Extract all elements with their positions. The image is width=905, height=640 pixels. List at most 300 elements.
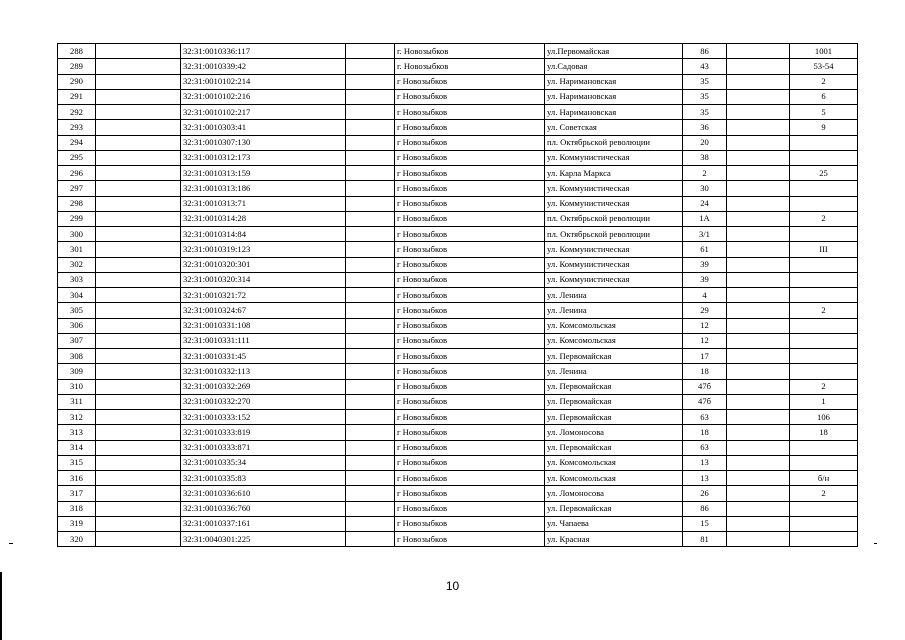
cell-empty [727, 288, 790, 303]
cell-row-number: 290 [58, 74, 96, 89]
cell-empty [727, 166, 790, 181]
cell-row-number: 302 [58, 257, 96, 272]
cell-street: ул. Ломоносова [545, 486, 683, 501]
cell-empty [727, 272, 790, 287]
cell-row-number: 289 [58, 59, 96, 74]
cell-street: ул. Коммунистическая [545, 272, 683, 287]
cell-street: ул. Красная [545, 532, 683, 547]
table-row [58, 135, 858, 150]
cell-empty [96, 349, 181, 364]
cell-city: г Новозыбков [395, 105, 545, 120]
cell-empty [727, 471, 790, 486]
cell-house-number: 20 [683, 135, 727, 150]
cell-empty [727, 242, 790, 257]
cell-empty [96, 440, 181, 455]
cell-street: пл. Октябрьской революции [545, 135, 683, 150]
cell-house-number: 43 [683, 59, 727, 74]
cell-empty [727, 120, 790, 135]
cell-row-number: 316 [58, 471, 96, 486]
cell-city: г Новозыбков [395, 333, 545, 348]
cell-apartment: 53-54 [790, 59, 858, 74]
cell-city: г Новозыбков [395, 425, 545, 440]
cell-empty [96, 288, 181, 303]
cell-empty [727, 532, 790, 547]
cell-empty [346, 181, 395, 196]
cell-street: ул. Первомайская [545, 379, 683, 394]
cell-street: ул. Наримановская [545, 74, 683, 89]
cell-city: г Новозыбков [395, 379, 545, 394]
cell-empty [346, 471, 395, 486]
cell-apartment: 2 [790, 486, 858, 501]
cell-empty [727, 501, 790, 516]
cell-empty [346, 288, 395, 303]
cell-cadastral-number: 32:31:0010332:269 [181, 379, 346, 394]
cell-house-number: 86 [683, 501, 727, 516]
cell-house-number: 13 [683, 455, 727, 470]
cell-cadastral-number: 32:31:0010102:214 [181, 74, 346, 89]
cell-empty [346, 120, 395, 135]
cell-cadastral-number: 32:31:0010312:173 [181, 150, 346, 165]
cell-empty [346, 440, 395, 455]
cell-row-number: 307 [58, 333, 96, 348]
cell-empty [346, 135, 395, 150]
cell-empty [346, 501, 395, 516]
cell-house-number: 13 [683, 471, 727, 486]
cell-house-number: 36 [683, 120, 727, 135]
cell-street: ул. Первомайская [545, 410, 683, 425]
cell-city: г. Новозыбков [395, 44, 545, 59]
cell-apartment [790, 532, 858, 547]
cell-street: ул.Садовая [545, 59, 683, 74]
cell-empty [727, 150, 790, 165]
cell-empty [346, 532, 395, 547]
cell-row-number: 294 [58, 135, 96, 150]
cell-street: ул. Карла Маркса [545, 166, 683, 181]
cell-empty [727, 440, 790, 455]
cell-empty [346, 150, 395, 165]
cell-apartment: 18 [790, 425, 858, 440]
cell-street: ул. Первомайская [545, 440, 683, 455]
cell-city: г Новозыбков [395, 257, 545, 272]
cell-street: ул. Ленина [545, 288, 683, 303]
cell-house-number: 17 [683, 349, 727, 364]
cell-city: г Новозыбков [395, 288, 545, 303]
cell-empty [727, 196, 790, 211]
cell-empty [96, 516, 181, 531]
cell-row-number: 319 [58, 516, 96, 531]
cell-empty [96, 120, 181, 135]
cell-city: г Новозыбков [395, 135, 545, 150]
table-row [58, 89, 858, 104]
cell-house-number: 86 [683, 44, 727, 59]
cell-empty [727, 181, 790, 196]
cell-apartment [790, 181, 858, 196]
cell-empty [96, 74, 181, 89]
cell-empty [346, 333, 395, 348]
cell-city: г Новозыбков [395, 532, 545, 547]
cell-street: ул. Первомайская [545, 349, 683, 364]
cell-row-number: 311 [58, 394, 96, 409]
cell-empty [346, 242, 395, 257]
cell-row-number: 303 [58, 272, 96, 287]
cell-house-number: 24 [683, 196, 727, 211]
cell-cadastral-number: 32:31:0010333:871 [181, 440, 346, 455]
cell-house-number: 26 [683, 486, 727, 501]
cell-row-number: 300 [58, 227, 96, 242]
cell-empty [727, 333, 790, 348]
cell-house-number: 61 [683, 242, 727, 257]
cell-empty [96, 486, 181, 501]
cell-city: г Новозыбков [395, 349, 545, 364]
table-row [58, 74, 858, 89]
cell-empty [96, 227, 181, 242]
cell-city: г Новозыбков [395, 364, 545, 379]
cell-empty [346, 272, 395, 287]
cell-cadastral-number: 32:31:0010337:161 [181, 516, 346, 531]
cell-cadastral-number: 32:31:0010314:28 [181, 211, 346, 226]
left-edge-bar [0, 572, 2, 640]
cell-empty [727, 379, 790, 394]
cell-row-number: 320 [58, 532, 96, 547]
cell-empty [96, 166, 181, 181]
cell-apartment: 2 [790, 303, 858, 318]
table-row [58, 379, 858, 394]
cell-cadastral-number: 32:31:0010332:270 [181, 394, 346, 409]
cell-cadastral-number: 32:31:0010331:45 [181, 349, 346, 364]
cell-apartment [790, 440, 858, 455]
cell-row-number: 297 [58, 181, 96, 196]
cell-empty [96, 89, 181, 104]
cell-empty [727, 89, 790, 104]
cell-apartment [790, 349, 858, 364]
cell-house-number: 2 [683, 166, 727, 181]
cell-street: ул. Первомайская [545, 394, 683, 409]
cell-apartment [790, 135, 858, 150]
cell-empty [96, 303, 181, 318]
table-row [58, 425, 858, 440]
cell-city: г Новозыбков [395, 486, 545, 501]
cell-empty [346, 364, 395, 379]
cell-empty [96, 425, 181, 440]
cell-row-number: 310 [58, 379, 96, 394]
cell-empty [346, 394, 395, 409]
table-row [58, 455, 858, 470]
cell-city: г Новозыбков [395, 272, 545, 287]
table-row [58, 516, 858, 531]
cell-house-number: 47б [683, 379, 727, 394]
cell-street: ул. Комсомольская [545, 455, 683, 470]
cell-cadastral-number: 32:31:0010321:72 [181, 288, 346, 303]
cell-street: ул. Советская [545, 120, 683, 135]
cell-cadastral-number: 32:31:0010324:67 [181, 303, 346, 318]
cell-city: г Новозыбков [395, 211, 545, 226]
page-number: 10 [445, 579, 460, 593]
cell-city: г Новозыбков [395, 242, 545, 257]
cell-empty [96, 501, 181, 516]
cell-row-number: 298 [58, 196, 96, 211]
cell-city: г. Новозыбков [395, 59, 545, 74]
cell-city: г Новозыбков [395, 227, 545, 242]
cell-house-number: 4 [683, 288, 727, 303]
cell-empty [727, 74, 790, 89]
cell-apartment: 5 [790, 105, 858, 120]
cell-cadastral-number: 32:31:0010319:123 [181, 242, 346, 257]
cell-city: г Новозыбков [395, 89, 545, 104]
cell-empty [96, 135, 181, 150]
cell-cadastral-number: 32:31:0010333:819 [181, 425, 346, 440]
cell-empty [727, 394, 790, 409]
cell-apartment: 25 [790, 166, 858, 181]
cell-empty [727, 105, 790, 120]
cell-apartment: 106 [790, 410, 858, 425]
cell-cadastral-number: 32:31:0010331:108 [181, 318, 346, 333]
cell-row-number: 313 [58, 425, 96, 440]
cell-house-number: 39 [683, 257, 727, 272]
cell-street: ул. Комсомольская [545, 333, 683, 348]
cell-apartment: б/н [790, 471, 858, 486]
cell-city: г Новозыбков [395, 196, 545, 211]
cell-cadastral-number: 32:31:0010102:216 [181, 89, 346, 104]
cell-city: г Новозыбков [395, 303, 545, 318]
cell-empty [346, 166, 395, 181]
cell-empty [727, 410, 790, 425]
cell-street: ул. Комсомольская [545, 318, 683, 333]
cell-row-number: 306 [58, 318, 96, 333]
cell-empty [727, 349, 790, 364]
cell-empty [96, 196, 181, 211]
table-row [58, 486, 858, 501]
cell-city: г Новозыбков [395, 318, 545, 333]
cell-empty [96, 59, 181, 74]
cell-apartment [790, 272, 858, 287]
cell-row-number: 304 [58, 288, 96, 303]
cell-city: г Новозыбков [395, 181, 545, 196]
cell-empty [96, 44, 181, 59]
cell-empty [727, 486, 790, 501]
table-row [58, 410, 858, 425]
cell-empty [346, 318, 395, 333]
cell-street: ул. Коммунистическая [545, 150, 683, 165]
cell-empty [346, 303, 395, 318]
cell-empty [96, 105, 181, 120]
cell-empty [346, 486, 395, 501]
cell-empty [727, 303, 790, 318]
table-row [58, 288, 858, 303]
table-row [58, 318, 858, 333]
cell-house-number: 12 [683, 318, 727, 333]
table-row [58, 59, 858, 74]
cell-street: пл. Октябрьской революции [545, 211, 683, 226]
table-row [58, 120, 858, 135]
cell-cadastral-number: 32:31:0010335:34 [181, 455, 346, 470]
cell-city: г Новозыбков [395, 394, 545, 409]
cell-empty [96, 394, 181, 409]
cell-apartment: 6 [790, 89, 858, 104]
cell-city: г Новозыбков [395, 150, 545, 165]
cell-city: г Новозыбков [395, 455, 545, 470]
cell-house-number: 35 [683, 89, 727, 104]
cell-row-number: 315 [58, 455, 96, 470]
cell-empty [727, 425, 790, 440]
cell-empty [96, 272, 181, 287]
cell-empty [346, 379, 395, 394]
left-margin-dash [9, 543, 13, 544]
table-row [58, 532, 858, 547]
cell-empty [346, 257, 395, 272]
cell-empty [346, 516, 395, 531]
table-row [58, 242, 858, 257]
table-row [58, 471, 858, 486]
cell-row-number: 317 [58, 486, 96, 501]
cell-cadastral-number: 32:31:0010336:760 [181, 501, 346, 516]
cell-empty [96, 257, 181, 272]
table-row [58, 349, 858, 364]
cell-row-number: 305 [58, 303, 96, 318]
cell-street: ул. Коммунистическая [545, 181, 683, 196]
cell-street: ул. Первомайская [545, 501, 683, 516]
cell-empty [96, 211, 181, 226]
cell-city: г Новозыбков [395, 74, 545, 89]
cell-empty [96, 242, 181, 257]
cell-house-number: 1А [683, 211, 727, 226]
cell-apartment [790, 455, 858, 470]
table-row [58, 303, 858, 318]
cell-cadastral-number: 32:31:0010339:42 [181, 59, 346, 74]
cell-apartment [790, 318, 858, 333]
cell-empty [96, 410, 181, 425]
cell-apartment: 2 [790, 211, 858, 226]
cell-empty [96, 150, 181, 165]
cell-cadastral-number: 32:31:0010336:117 [181, 44, 346, 59]
table-row [58, 257, 858, 272]
cell-cadastral-number: 32:31:0010335:83 [181, 471, 346, 486]
cell-street: ул. Ленина [545, 364, 683, 379]
cell-cadastral-number: 32:31:0040301:225 [181, 532, 346, 547]
table-row [58, 227, 858, 242]
cell-empty [96, 471, 181, 486]
cell-house-number: 47б [683, 394, 727, 409]
table-row [58, 333, 858, 348]
table-row [58, 394, 858, 409]
cell-row-number: 314 [58, 440, 96, 455]
cell-empty [346, 105, 395, 120]
table-row [58, 181, 858, 196]
cell-apartment: 1 [790, 394, 858, 409]
cell-cadastral-number: 32:31:0010307:130 [181, 135, 346, 150]
cell-empty [727, 455, 790, 470]
cell-row-number: 288 [58, 44, 96, 59]
cell-empty [96, 455, 181, 470]
cell-empty [346, 211, 395, 226]
cell-city: г Новозыбков [395, 410, 545, 425]
cell-cadastral-number: 32:31:0010320:301 [181, 257, 346, 272]
cell-apartment: III [790, 242, 858, 257]
cell-empty [727, 516, 790, 531]
cell-empty [96, 181, 181, 196]
cell-street: ул. Наримановская [545, 105, 683, 120]
cell-house-number: 63 [683, 410, 727, 425]
cell-row-number: 293 [58, 120, 96, 135]
cell-cadastral-number: 32:31:0010314:84 [181, 227, 346, 242]
property-register-table [57, 43, 858, 547]
cell-street: ул. Ленина [545, 303, 683, 318]
cell-empty [727, 257, 790, 272]
cell-cadastral-number: 32:31:0010332:113 [181, 364, 346, 379]
cell-cadastral-number: 32:31:0010333:152 [181, 410, 346, 425]
cell-row-number: 301 [58, 242, 96, 257]
cell-empty [346, 227, 395, 242]
cell-apartment [790, 333, 858, 348]
cell-row-number: 299 [58, 211, 96, 226]
cell-row-number: 296 [58, 166, 96, 181]
cell-house-number: 39 [683, 272, 727, 287]
cell-apartment [790, 150, 858, 165]
table-row [58, 501, 858, 516]
cell-apartment: 1001 [790, 44, 858, 59]
cell-city: г Новозыбков [395, 440, 545, 455]
table-row [58, 364, 858, 379]
cell-street: ул. Ломоносова [545, 425, 683, 440]
cell-empty [346, 455, 395, 470]
cell-cadastral-number: 32:31:0010313:71 [181, 196, 346, 211]
cell-house-number: 38 [683, 150, 727, 165]
cell-apartment: 2 [790, 74, 858, 89]
cell-apartment [790, 257, 858, 272]
cell-street: ул. Чапаева [545, 516, 683, 531]
table-row [58, 44, 858, 59]
cell-empty [96, 318, 181, 333]
cell-cadastral-number: 32:31:0010336:610 [181, 486, 346, 501]
table-row [58, 196, 858, 211]
cell-house-number: 35 [683, 105, 727, 120]
cell-house-number: 18 [683, 425, 727, 440]
cell-apartment: 2 [790, 379, 858, 394]
cell-city: г Новозыбков [395, 516, 545, 531]
cell-cadastral-number: 32:31:0010331:111 [181, 333, 346, 348]
cell-empty [96, 379, 181, 394]
cell-row-number: 291 [58, 89, 96, 104]
cell-empty [727, 318, 790, 333]
cell-empty [346, 410, 395, 425]
cell-apartment [790, 364, 858, 379]
cell-empty [727, 44, 790, 59]
cell-cadastral-number: 32:31:0010320:314 [181, 272, 346, 287]
cell-house-number: 63 [683, 440, 727, 455]
cell-empty [346, 59, 395, 74]
cell-house-number: 30 [683, 181, 727, 196]
cell-empty [727, 364, 790, 379]
table-row [58, 440, 858, 455]
table-row [58, 166, 858, 181]
cell-street: пл. Октябрьской революции [545, 227, 683, 242]
right-margin-dash [874, 543, 877, 544]
cell-row-number: 318 [58, 501, 96, 516]
cell-street: ул. Наримановская [545, 89, 683, 104]
table-row [58, 211, 858, 226]
cell-empty [727, 59, 790, 74]
cell-row-number: 312 [58, 410, 96, 425]
cell-empty [346, 89, 395, 104]
cell-house-number: 3/1 [683, 227, 727, 242]
cell-house-number: 18 [683, 364, 727, 379]
cell-street: ул. Коммунистическая [545, 196, 683, 211]
cell-city: г Новозыбков [395, 120, 545, 135]
cell-city: г Новозыбков [395, 471, 545, 486]
cell-empty [96, 532, 181, 547]
cell-empty [727, 135, 790, 150]
cell-empty [346, 74, 395, 89]
cell-apartment [790, 227, 858, 242]
